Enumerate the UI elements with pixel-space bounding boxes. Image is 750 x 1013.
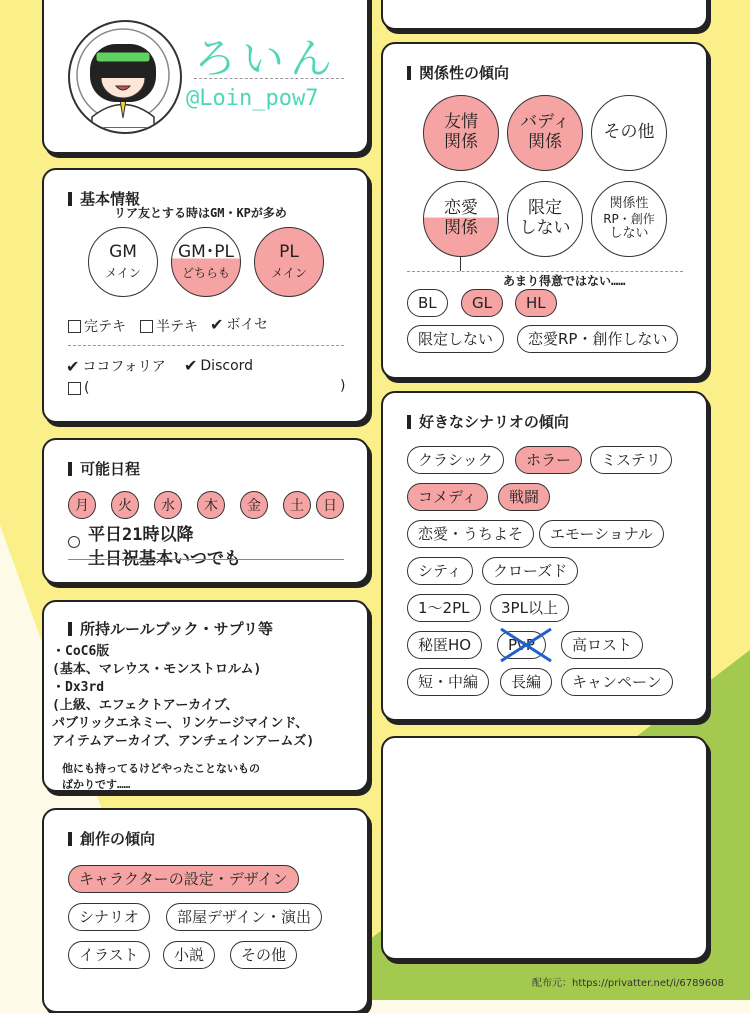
check-kan-text[interactable] (68, 316, 126, 336)
check-discord[interactable] (184, 356, 253, 375)
profile-handle: @Loin_pow7 (186, 86, 319, 111)
avatar (68, 20, 182, 134)
title-bar-icon (68, 832, 72, 846)
relation-tag-no-limit: 限定しない (407, 325, 504, 353)
relation-friendship (423, 95, 499, 171)
role-gm-label: GM (109, 241, 137, 262)
check-label: ボイセ (226, 317, 268, 333)
scenario-tag-emotional: エモーショナル (539, 520, 664, 548)
rulebook-note: 他にも持ってるけどやったことないもの (62, 762, 260, 775)
title-bar-icon (68, 622, 72, 636)
basic-info-title: 基本情報 (80, 190, 141, 208)
role-gm-pl (171, 227, 241, 297)
romance-pointer-line (460, 257, 461, 271)
relation-no-limit (507, 181, 583, 257)
scenario-card (381, 391, 708, 721)
credit-text: 配布元：https://privatter.net/i/6789608 (532, 978, 724, 989)
creation-title-row (68, 828, 155, 849)
profile-divider (194, 78, 344, 79)
check-label: 完テキ (84, 319, 126, 335)
checkmark-icon: ✔ (66, 356, 80, 376)
relation-tag-gl: GL (461, 289, 503, 317)
relation-romance (423, 181, 499, 257)
relation-label: RP・創作 (603, 211, 655, 226)
rulebook-line: (基本、マレウス・モンストロルム) (52, 662, 262, 677)
schedule-card (42, 438, 369, 584)
scenario-tag-classic: クラシック (407, 446, 504, 474)
scenario-tag-campaign: キャンペーン (561, 668, 673, 696)
day-fri: 金 (240, 491, 268, 519)
schedule-title-row (68, 458, 140, 479)
scenario-tag-1-2pl: 1～2PL (407, 594, 481, 622)
relation-no-rp (591, 181, 667, 257)
title-bar-icon (407, 415, 411, 429)
scenario-tag-mystery: ミステリ (590, 446, 672, 474)
relation-label: その他 (603, 122, 655, 143)
clock-icon (68, 536, 80, 548)
check-han-text[interactable] (140, 316, 198, 336)
creation-card (42, 808, 369, 1013)
schedule-note-weekend: 土日祝基本いつでも (88, 549, 241, 569)
relation-label: バディ (520, 112, 570, 133)
role-gm-pl-sub: どちらも (181, 266, 230, 281)
check-label: ココフォリア (82, 359, 166, 375)
relation-other (591, 95, 667, 171)
checkbox-empty-icon (68, 382, 81, 395)
schedule-underline (68, 559, 344, 560)
creation-tag-character-design: キャラクターの設定・デザイン (68, 865, 299, 893)
role-gm-pl-label: GM･PL (177, 241, 235, 262)
checkmark-icon: ✔ (184, 356, 198, 375)
relation-label: 関係 (444, 218, 478, 238)
other-close-paren: ) (340, 378, 346, 394)
role-gm (88, 227, 158, 297)
top-right-card (381, 0, 708, 30)
creation-tag-novel: 小説 (163, 941, 215, 969)
rulebook-line: パブリックエネミー、リンケージマインド、 (52, 716, 309, 731)
scenario-tag-3pl-plus: 3PL以上 (490, 594, 569, 622)
scenario-tag-comedy: コメディ (407, 483, 488, 511)
scenario-tag-pvp: PvP (497, 631, 546, 659)
other-open-paren: ( (84, 380, 90, 396)
day-sat: 土 (283, 491, 311, 519)
scenario-tag-closed: クローズド (482, 557, 578, 585)
day-wed: 水 (154, 491, 182, 519)
relation-title-row (407, 62, 509, 83)
relation-label: 恋愛 (444, 198, 478, 219)
creation-tag-scenario: シナリオ (68, 903, 150, 931)
scenario-tag-romance-uchiyoso: 恋愛・うちよそ (407, 520, 534, 548)
day-thu: 木 (197, 491, 225, 519)
title-bar-icon (407, 66, 411, 80)
rulebooks-card (42, 600, 369, 792)
rulebooks-title: 所持ルールブック・サプリ等 (80, 620, 274, 638)
day-sun: 日 (316, 491, 344, 519)
check-voice[interactable] (210, 314, 268, 334)
creation-tag-illust: イラスト (68, 941, 150, 969)
creation-title: 創作の傾向 (80, 830, 156, 848)
scenario-tag-short-mid: 短・中編 (407, 668, 489, 696)
scenario-tag-secret-ho: 秘匿HO (407, 631, 482, 659)
basic-info-card (42, 168, 369, 423)
role-pl-label: PL (279, 241, 299, 262)
basic-info-note: リア友とする時はGM・KPが多め (114, 206, 287, 220)
title-bar-icon (68, 192, 72, 206)
day-mon: 月 (68, 491, 96, 519)
relation-label: 関係 (528, 132, 562, 152)
rulebook-note: ばかりです…… (62, 778, 131, 791)
basic-divider (68, 345, 344, 346)
relation-note: あまり得意ではない…… (503, 274, 626, 288)
creation-tag-room-design: 部屋デザイン・演出 (166, 903, 322, 931)
relation-label: 関係 (444, 132, 478, 152)
role-pl (254, 227, 324, 297)
check-label: 半テキ (156, 319, 198, 335)
scenario-title-row (407, 411, 569, 432)
relation-label: しない (519, 218, 571, 238)
check-ccfolia[interactable] (66, 356, 166, 376)
rulebooks-title-row (68, 618, 273, 639)
relation-label: 限定 (528, 198, 562, 219)
relation-label: 友情 (444, 112, 478, 133)
check-label: Discord (200, 357, 254, 374)
profile-card (42, 0, 369, 154)
scenario-tag-horror: ホラー (515, 446, 582, 474)
relation-tag-bl: BL (407, 289, 448, 317)
relation-label: しない (609, 226, 649, 242)
scenario-tag-high-lost: 高ロスト (561, 631, 643, 659)
relation-buddy (507, 95, 583, 171)
schedule-title: 可能日程 (80, 460, 141, 478)
rulebook-line: ・CoC6版 (52, 644, 110, 659)
relation-tag-no-romance-rp: 恋愛RP・創作しない (517, 325, 678, 353)
role-pl-sub: メイン (271, 266, 307, 281)
relation-card (381, 42, 708, 379)
check-other-tool[interactable] (68, 380, 89, 396)
checkbox-empty-icon (68, 320, 81, 333)
scenario-tag-battle: 戦闘 (498, 483, 550, 511)
relation-title: 関係性の傾向 (419, 64, 510, 82)
scenario-tag-city: シティ (407, 557, 473, 585)
checkbox-empty-icon (140, 320, 153, 333)
schedule-note-weekday: 平日21時以降 (88, 525, 194, 545)
avatar-character-icon (70, 22, 176, 128)
profile-name: ろいん (194, 34, 339, 83)
checkmark-icon: ✔ (210, 314, 224, 334)
rulebook-line: (上級、エフェクトアーカイブ、 (52, 698, 239, 713)
day-tue: 火 (111, 491, 139, 519)
title-bar-icon (68, 462, 72, 476)
relation-label: 関係性 (609, 196, 649, 212)
scenario-title: 好きなシナリオの傾向 (419, 413, 569, 431)
rulebook-line: アイテムアーカイブ、アンチェインアームズ) (52, 734, 315, 749)
pvp-cross-icon (497, 625, 555, 665)
role-gm-sub: メイン (105, 266, 141, 281)
scenario-tag-long: 長編 (500, 668, 552, 696)
creation-tag-other: その他 (230, 941, 297, 969)
relation-tag-hl: HL (515, 289, 557, 317)
free-space-card (381, 736, 708, 960)
rulebook-line: ・Dx3rd (52, 680, 105, 695)
